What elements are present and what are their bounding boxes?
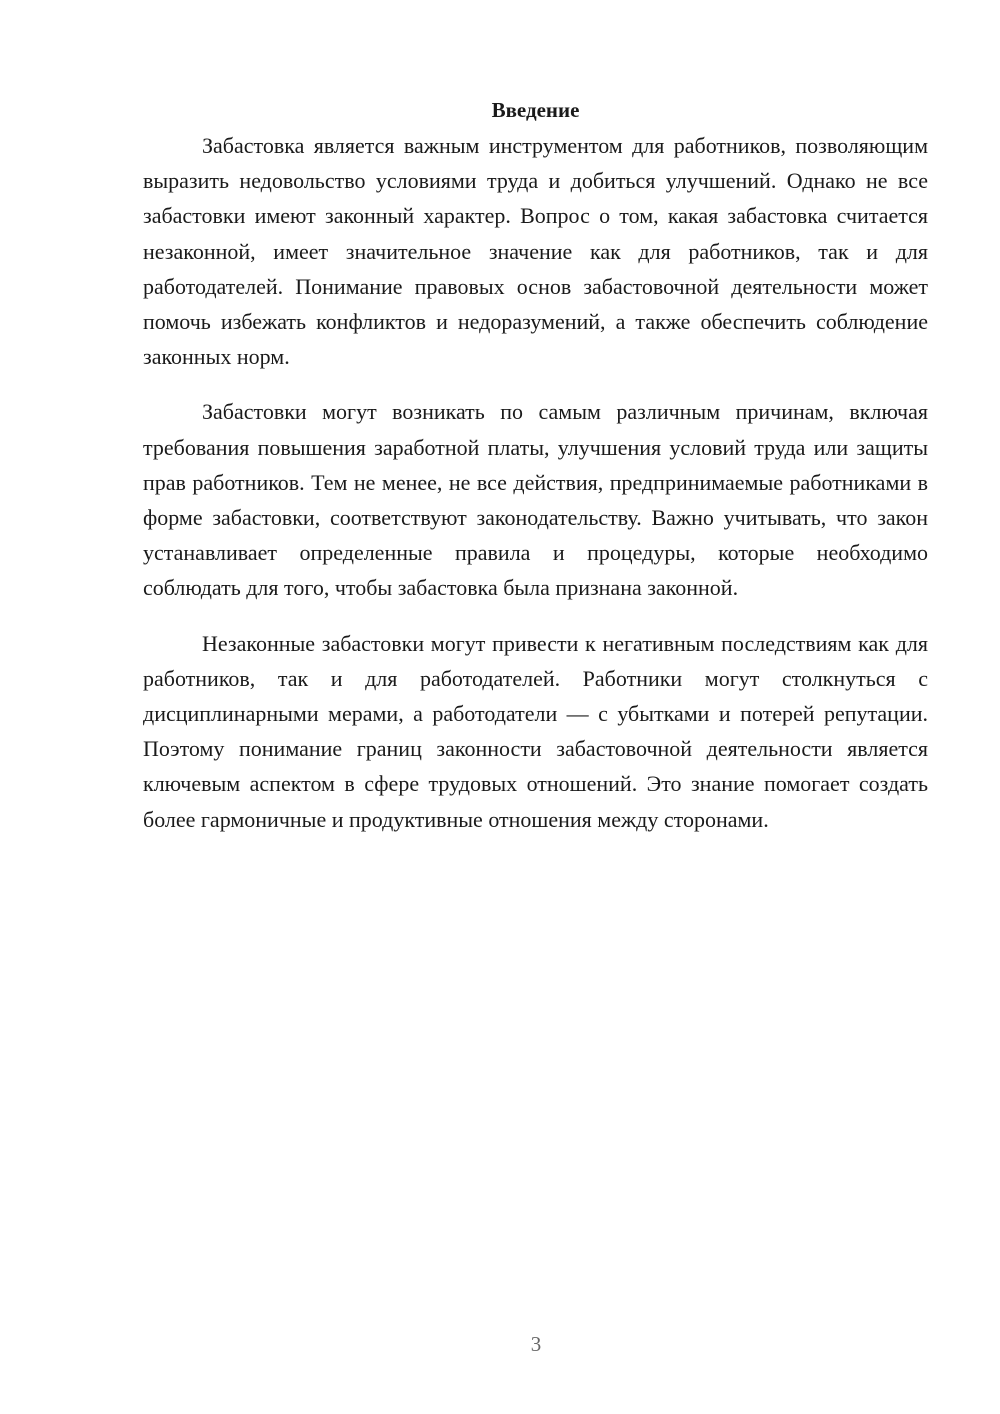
page-number: 3	[530, 1332, 542, 1356]
paragraph-1: Забастовка является важным инструментом для работников, позволяющим выразить недовольство условиями труда и добиться улучшений. Однако не все забастовки имеют законный характер. Вопрос о том, какая забастовка считается незаконной, имеет значительное значение как для работников, так и для работодателей. Понимание правовых основ забастовочной деятельности может помочь избежать конфликтов и недоразумений, а также обеспечить соблюдение законных норм.	[143, 133, 928, 370]
paragraph-3: Незаконные забастовки могут привести к негативным последствиям как для работников, так и для работодателей. Работники могут столкнуться с дисциплинарными мерами, а работодатели — с убытками и потерей репутации. Поэтому понимание границ законности забастовочной деятельности является ключевым аспектом в сфере трудовых отношений. Это знание помогает создать более гармоничные и продуктивные отношения между сторонами.	[143, 630, 928, 832]
paragraph-2: Забастовки могут возникать по самым различным причинам, включая требования повышения заработной платы, улучшения условий труда или защиты прав работников. Тем не менее, не все действия, предпринимаемые работниками в форме забастовки, соответствуют законодательству. Важно учитывать, что закон устанавливает определенные правила и процедуры, которые необходимо соблюдать для того, чтобы забастовка была признана законной.	[143, 399, 928, 601]
document-content	[143, 93, 928, 857]
section-title: Введение	[491, 98, 580, 122]
